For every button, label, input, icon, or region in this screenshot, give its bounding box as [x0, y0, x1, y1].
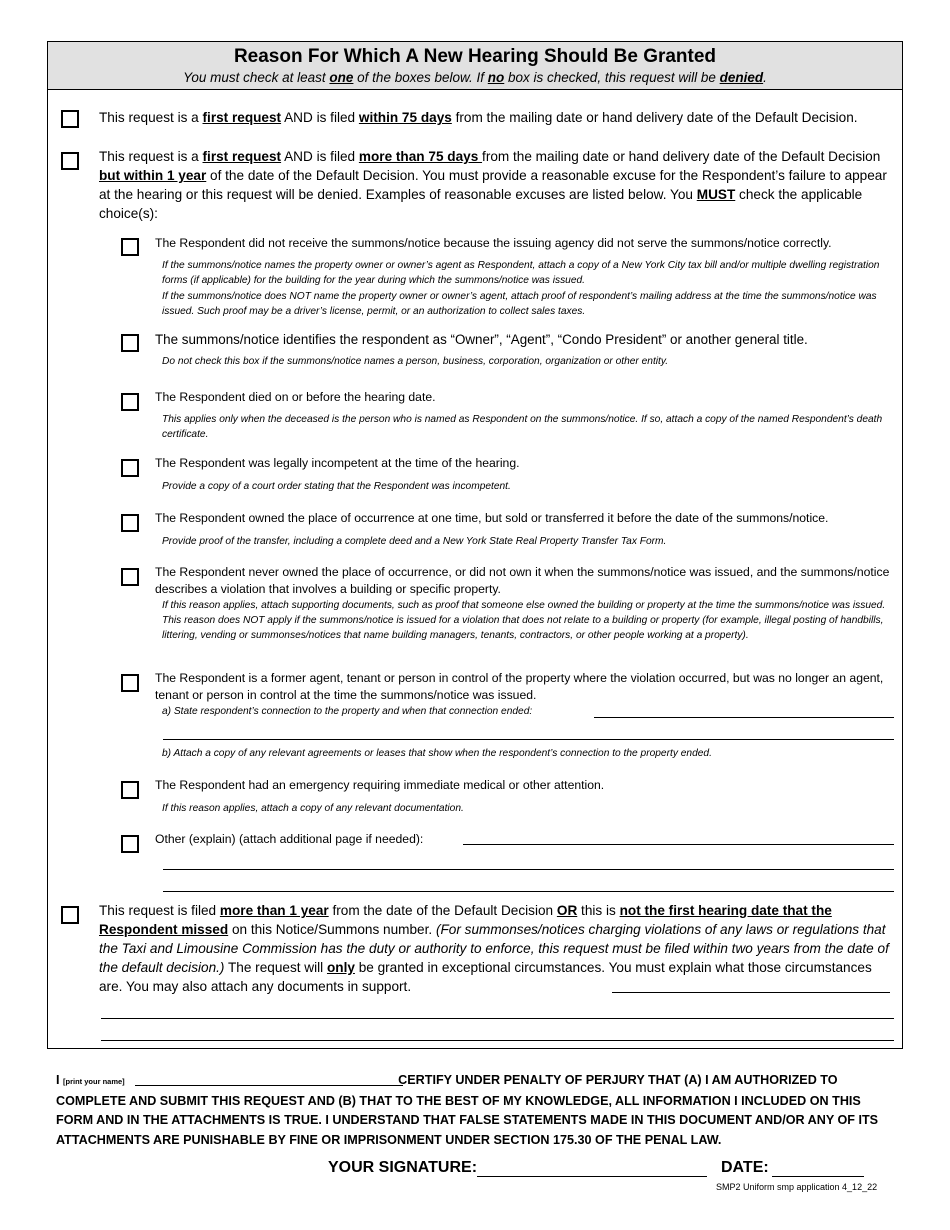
emergency-note: If this reason applies, attach a copy of any relevant documentation.: [162, 803, 464, 814]
date-label: DATE:: [721, 1159, 769, 1176]
general-title-note: Do not check this box if the summons/notice names a person, business, corporation, organization or other entity.: [162, 356, 669, 367]
never-owned-text: The Respondent never owned the place of occurrence, or did not own it when the summons/notice was issued, and the summons/notice describes a violation that involves a building or specific property.: [155, 565, 890, 596]
form-header: [48, 42, 902, 90]
form-code: SMP2 Uniform smp application 4_12_22: [716, 1182, 878, 1192]
not-served-correctly-note-not-owner: If the summons/notice does NOT name the property owner or owner’s agent, attach proof of respondent’s mailing address at the time the summons/notice was issued. Such proof may be a driver’s license, permit, or an authorization to collect sales taxes.: [162, 291, 877, 317]
not-served-correctly-checkbox[interactable]: [121, 238, 139, 256]
respondent-died-note: This applies only when the deceased is the person who is named as Respondent on the summons/notice. If so, attach a copy of the named Respondent’s death certificate.: [162, 414, 883, 440]
form-title: Reason For Which A New Hearing Should Be Granted: [233, 46, 717, 67]
not-served-correctly-note-owner: If the summons/notice names the property owner or owner’s agent as Respondent, attach a copy of a New York City tax bill and/or multiple dwelling registration forms (if applicable) for the building for the year during which the summons/notice was issued.: [162, 260, 880, 286]
former-agent-text: The Respondent is a former agent, tenant or person in control of the property where the violation occurred, but was no longer an agent, tenant or person in control at the time the summons/notice was issued.: [155, 671, 884, 702]
respondent-died-checkbox[interactable]: [121, 393, 139, 411]
former-agent-note-a: a) State respondent’s connection to the property and when that connection ended:: [162, 706, 533, 717]
connection-line-2[interactable]: [163, 739, 894, 740]
option-within-75-days-text: This request is a first request AND is filed within 75 days from the mailing date or hand delivery date of the Default Decision.: [99, 110, 858, 125]
more-than-1-year-checkbox[interactable]: [61, 906, 79, 924]
legally-incompetent-note: Provide a copy of a court order stating that the Respondent was incompetent.: [162, 481, 511, 492]
never-owned-note: If this reason applies, attach supporting documents, such as proof that someone else owned the building or property at the time the summons/notice was issued. This reason does NOT apply if the summons/notice is issued for a violation that does not relate to a building or property (for example, illegal posting of handbills, littering, vending or summonses/notices that name building managers, tenants, contractors, or other people working at a property).: [162, 600, 886, 641]
other-explain-text: Other (explain) (attach additional page if needed):: [155, 832, 424, 846]
legally-incompetent-text: The Respondent was legally incompetent at the time of the hearing.: [155, 456, 520, 470]
signature-label: YOUR SIGNATURE:: [328, 1159, 478, 1176]
circumstances-line-2[interactable]: [101, 1018, 894, 1019]
general-title-checkbox[interactable]: [121, 334, 139, 352]
option-more-than-1-year-text: This request is filed more than 1 year from the date of the Default Decision OR this is not the first hearing date that the Respondent missed on this Notice/Summons number. (For summonses/notices charging violations of any laws or regulations that the Taxi and Limousine Commission has the duty or authority to enforce, this request must be filed within two years from the date of the default decision.) The request will only be granted in exceptional circumstances. You must explain what those circumstances are. You may also attach any documents in support.: [99, 903, 889, 994]
respondent-died-text: The Respondent died on or before the hearing date.: [155, 390, 436, 404]
sold-or-transferred-note: Provide proof of the transfer, including a complete deed and a New York State Real Property Transfer Tax Form.: [162, 536, 667, 547]
never-owned-checkbox[interactable]: [121, 568, 139, 586]
other-explain-checkbox[interactable]: [121, 835, 139, 853]
option-more-than-75-days-text: This request is a first request AND is filed more than 75 days from the mailing date or hand delivery date of the Default Decision but within 1 year of the date of the Default Decision. You must provide a reasonable excuse for the Respondent’s failure to appear at the hearing or this request will be denied. Examples of reasonable excuses are listed below. You MUST check the applicable choice(s):: [99, 149, 887, 221]
former-agent-checkbox[interactable]: [121, 674, 139, 692]
certification-statement: I [print your name] CERTIFY UNDER PENALTY OF PERJURY THAT (A) I AM AUTHORIZED TO COMPLETE AND SUBMIT THIS REQUEST AND (B) THAT TO THE BEST OF MY KNOWLEDGE, ALL INFORMATION I INCLUDED ON THIS FORM AND IN THE ATTACHMENTS IS TRUE. I UNDERSTAND THAT FALSE STATEMENTS MADE IN THIS DOCUMENT AND/OR ANY OF ITS ATTACHMENTS ARE PUNISHABLE BY FINE OR IMPRISONMENT UNDER SECTION 175.30 OF THE PENAL LAW.: [56, 1073, 879, 1147]
emergency-text: The Respondent had an emergency requiring immediate medical or other attention.: [155, 778, 605, 792]
signature-line[interactable]: [477, 1176, 707, 1177]
sold-or-transferred-text: The Respondent owned the place of occurrence at one time, but sold or transferred it before the date of the summons/notice.: [155, 511, 829, 525]
first-request-within-75-days-checkbox[interactable]: [61, 110, 79, 128]
first-request-more-than-75-days-checkbox[interactable]: [61, 152, 79, 170]
connection-line-1[interactable]: [594, 717, 894, 718]
legally-incompetent-checkbox[interactable]: [121, 459, 139, 477]
former-agent-note-b: b) Attach a copy of any relevant agreements or leases that show when the respondent’s connection to the property ended.: [162, 748, 712, 759]
form-instructions: You must check at least one of the boxes below. If no box is checked, this request will be denied.: [183, 70, 767, 85]
emergency-checkbox[interactable]: [121, 781, 139, 799]
date-line[interactable]: [772, 1176, 864, 1177]
not-served-correctly-text: The Respondent did not receive the summons/notice because the issuing agency did not serve the summons/notice correctly.: [155, 236, 832, 250]
general-title-text: The summons/notice identifies the respondent as “Owner”, “Agent”, “Condo President” or another general title.: [155, 332, 808, 347]
sold-or-transferred-checkbox[interactable]: [121, 514, 139, 532]
circumstances-line-3[interactable]: [101, 1040, 894, 1041]
circumstances-line-1[interactable]: [612, 992, 890, 993]
other-explain-line-3[interactable]: [163, 891, 894, 892]
other-explain-line-1[interactable]: [463, 844, 894, 845]
other-explain-line-2[interactable]: [163, 869, 894, 870]
